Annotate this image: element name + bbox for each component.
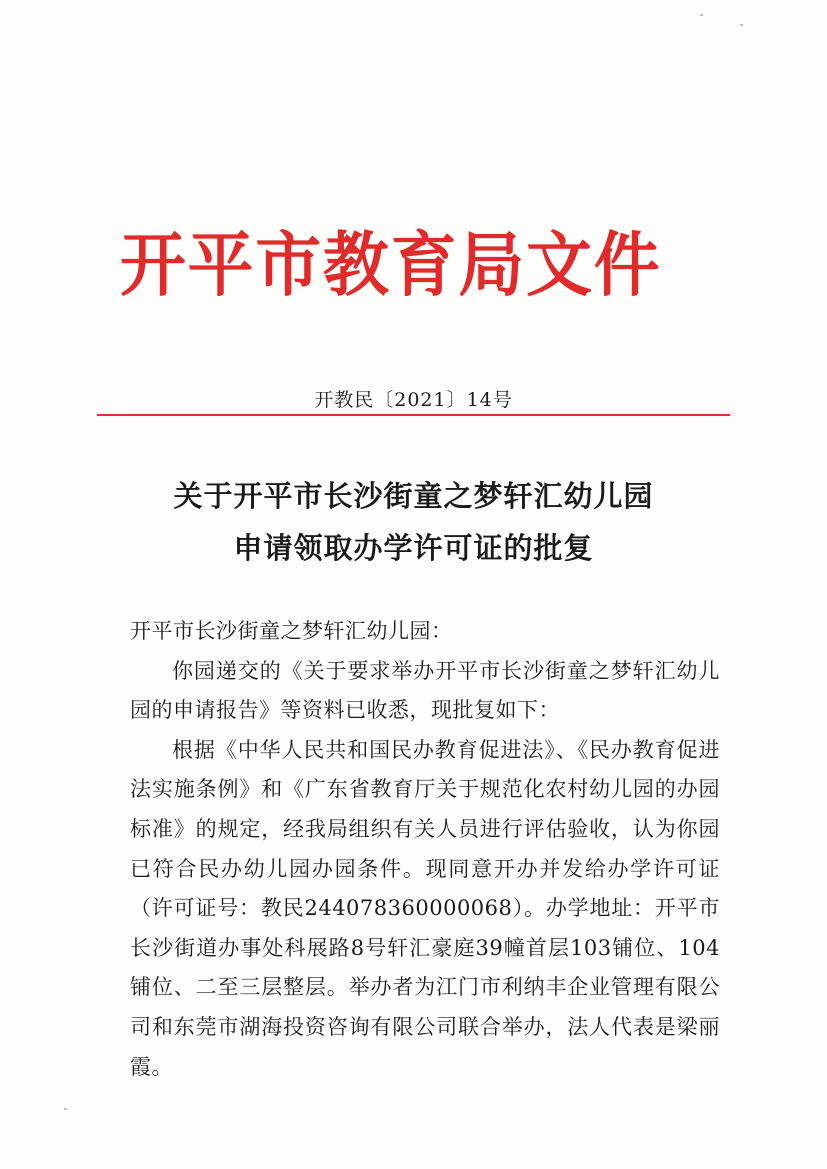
salutation: 开平市长沙街童之梦轩汇幼儿园：	[130, 619, 453, 643]
paragraph-1: 你园递交的《关于要求举办开平市长沙街童之梦轩汇幼儿园的申请报告》等资料已收悉，现批复如下：	[130, 658, 720, 723]
document-title-line-1: 关于开平市长沙街童之梦轩汇幼儿园	[173, 479, 654, 513]
masthead-title: 开平市教育局文件	[120, 224, 662, 306]
red-divider-line	[97, 414, 730, 416]
scan-speck	[64, 1108, 67, 1110]
paragraph-2: 根据《中华人民共和国民办教育促进法》、《民办教育促进法实施条例》和《广东省教育厅关于规范化农村幼儿园的办园标准》的规定，经我局组织有关人员进行评估验收，认为你园已符合民办幼儿园办园条件。现同意开办并发给办学许可证（许可证号：教民244078360000068）。办学地址：开平市长沙街道办事处科展路8号轩汇豪庭39幢首层103铺位、104铺位、二至三层整层。举办者为江门市利纳丰企业管理有限公司和东莞市湖海投资咨询有限公司联合举办，法人代表是梁丽霞。	[130, 737, 720, 1079]
document-number: 开教民〔2021〕14号	[314, 389, 513, 411]
scan-speck	[740, 24, 743, 26]
scan-speck	[700, 14, 703, 16]
document-title-line-2: 申请领取办学许可证的批复	[233, 531, 594, 565]
document-body	[130, 612, 720, 1087]
